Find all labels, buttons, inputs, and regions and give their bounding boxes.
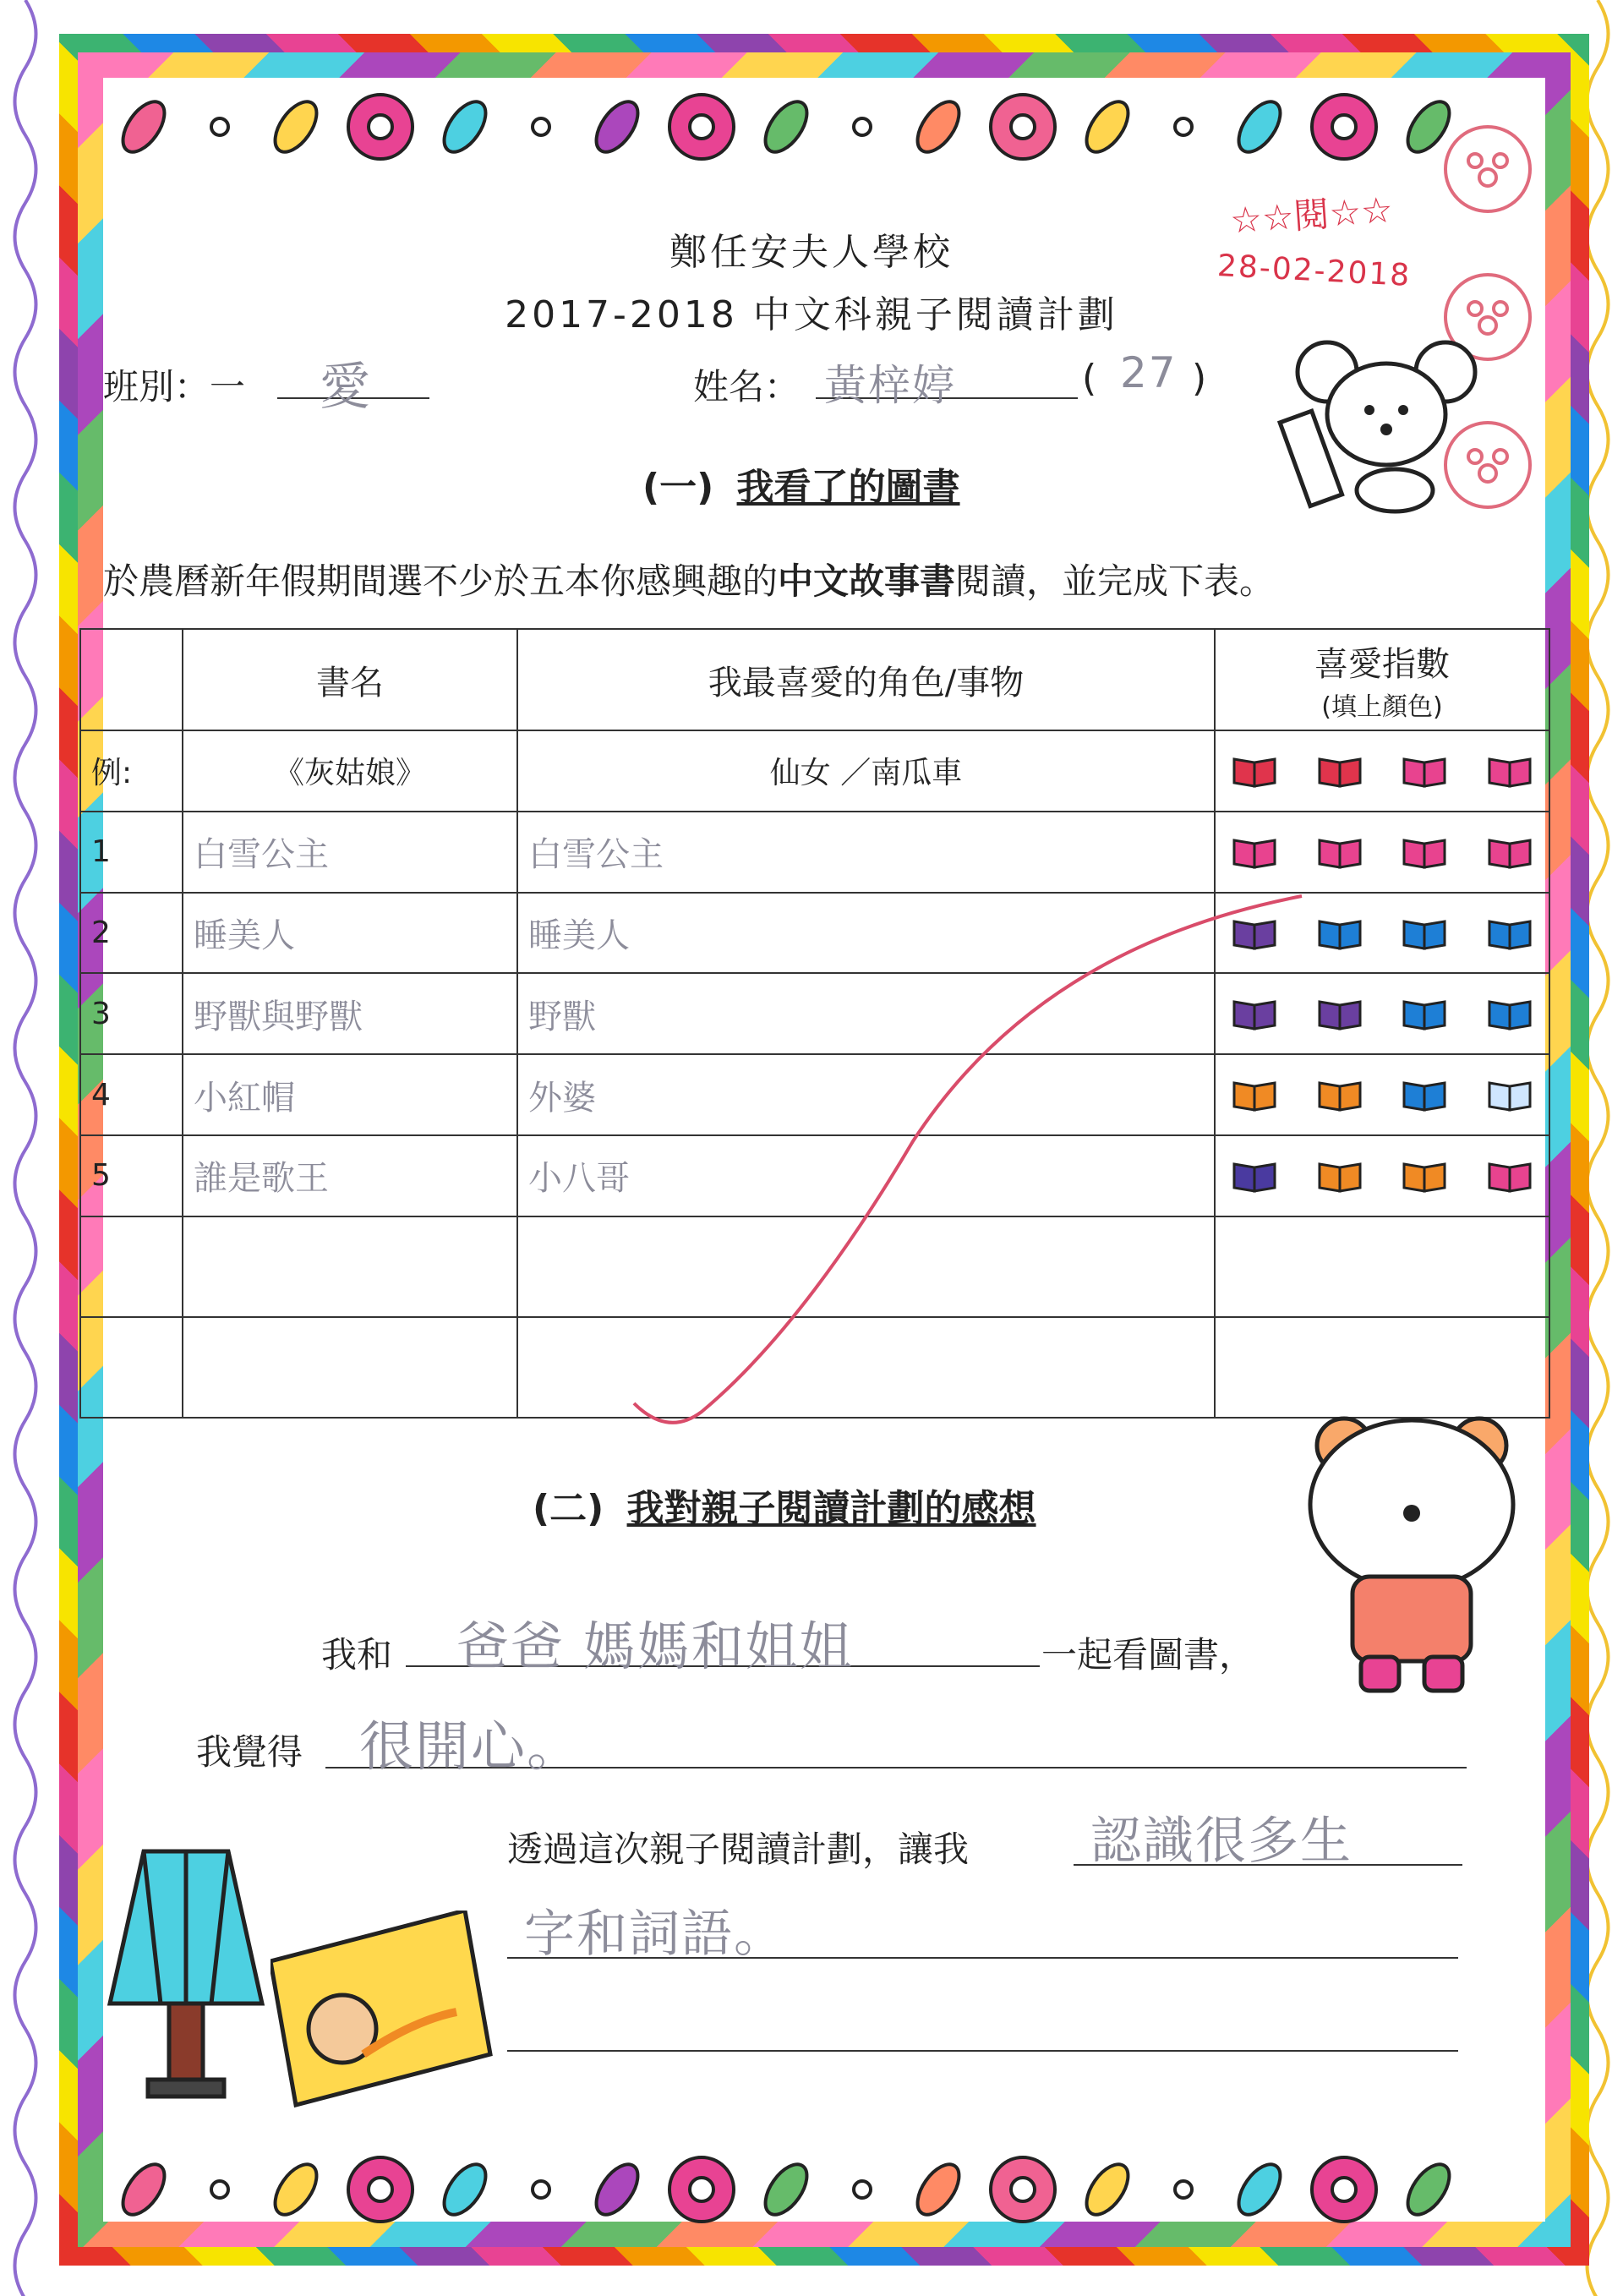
book-title-cell[interactable]: 睡美人 <box>183 893 517 974</box>
book-title-cell[interactable] <box>183 1317 517 1418</box>
picture-book-doodle-icon <box>270 1911 499 2113</box>
section2-heading <box>533 1478 1036 1532</box>
rating-cell[interactable] <box>1215 730 1549 812</box>
school-name: 鄭任安夫人學校 <box>669 231 954 274</box>
open-book-icon <box>1318 916 1362 950</box>
book-title-cell[interactable]: 野獸與野獸 <box>183 973 517 1054</box>
name-label: 姓名： <box>693 366 801 407</box>
open-book-icon <box>1488 997 1532 1030</box>
open-book-icon <box>1402 997 1446 1030</box>
teacher-tick-mark <box>626 879 1319 1437</box>
reading-stamp-label: ☆☆閱☆☆ <box>1228 189 1395 242</box>
top-flower-border <box>93 80 1530 173</box>
section1-prefix: (一) <box>642 466 714 509</box>
favorite-character-cell[interactable]: 仙女 ／南瓜車 <box>517 730 1215 812</box>
open-book-icon <box>1402 1078 1446 1112</box>
open-book-icon <box>1232 835 1276 869</box>
favorite-character-cell[interactable]: 外婆 <box>517 1054 1215 1135</box>
open-book-icon <box>1402 835 1446 869</box>
instruction-bold: 中文故事書 <box>778 560 956 602</box>
instruction-post: 閱讀，並完成下表。 <box>955 560 1276 602</box>
name-field[interactable] <box>816 355 1078 410</box>
row-number: 2 <box>80 893 183 974</box>
section1-instruction <box>103 554 1275 604</box>
through-label: 透過這次親子閱讀計劃，讓我 <box>507 1829 970 1870</box>
book-title-cell[interactable] <box>183 1216 517 1317</box>
open-book-icon <box>1318 1159 1362 1193</box>
row-number: 1 <box>80 812 183 893</box>
book-title-cell[interactable]: 小紅帽 <box>183 1054 517 1135</box>
header-score-sub: (填上顏色) <box>1321 692 1443 722</box>
left-doodle-border <box>0 0 51 2296</box>
open-book-icon <box>1318 1078 1362 1112</box>
class-number-open: ( <box>1082 357 1097 400</box>
book-title-cell[interactable]: 《灰姑娘》 <box>183 730 517 812</box>
with-value: 爸爸 媽媽和姐姐 <box>456 1615 854 1677</box>
lamp-doodle-icon <box>101 1834 270 2113</box>
through-value-2: 字和詞語。 <box>524 1905 786 1964</box>
open-book-icon <box>1318 754 1362 788</box>
open-book-icon <box>1402 754 1446 788</box>
class-value: 愛 <box>320 358 372 417</box>
class-number-value[interactable]: 27 <box>1120 348 1178 397</box>
header-number <box>80 629 183 730</box>
favorite-character-cell[interactable]: 白雪公主 <box>517 812 1215 893</box>
class-field[interactable] <box>277 355 429 417</box>
row-number <box>80 1216 183 1317</box>
open-book-icon <box>1488 754 1532 788</box>
reading-stamp-date: 28-02-2018 <box>1216 249 1413 293</box>
with-field[interactable] <box>406 1615 1040 1677</box>
book-title-cell[interactable]: 誰是歌王 <box>183 1135 517 1216</box>
class-label: 班別：一 <box>103 366 246 407</box>
open-book-icon <box>1488 1159 1532 1193</box>
name-value: 黃梓婷 <box>824 361 956 410</box>
favorite-character-cell[interactable]: 小八哥 <box>517 1135 1215 1216</box>
bear-doodle-icon <box>1285 1412 1538 1699</box>
rating-books <box>1226 754 1538 788</box>
class-number-close: ) <box>1192 357 1207 400</box>
feel-value: 很開心。 <box>359 1716 582 1779</box>
section2-prefix: (二) <box>533 1487 604 1530</box>
open-book-icon <box>1318 835 1362 869</box>
header-score-title: 喜愛指數 <box>1314 644 1450 684</box>
open-book-icon <box>1402 916 1446 950</box>
favorite-character-cell[interactable]: 睡美人 <box>517 893 1215 974</box>
feel-field[interactable] <box>325 1716 1467 1779</box>
rating-books <box>1226 835 1538 869</box>
row-number <box>80 1317 183 1418</box>
section1-heading <box>642 456 960 511</box>
open-book-icon <box>1232 754 1276 788</box>
row-number: 3 <box>80 973 183 1054</box>
open-book-icon <box>1402 1159 1446 1193</box>
feel-label: 我覺得 <box>196 1731 303 1773</box>
instruction-pre: 於農曆新年假期間選不少於五本你感興趣的 <box>103 560 779 602</box>
through-field-1[interactable] <box>1074 1812 1462 1871</box>
through-field-2[interactable] <box>507 1905 1458 1964</box>
answer-line-3[interactable] <box>507 2050 1458 2052</box>
table-header-row <box>80 629 1549 730</box>
row-number: 例: <box>80 730 183 812</box>
example-row <box>80 730 1549 812</box>
section2-title: 我對親子閱讀計劃的感想 <box>626 1487 1036 1530</box>
header-book: 書名 <box>183 629 517 730</box>
open-book-icon <box>1318 997 1362 1030</box>
open-book-icon <box>1488 835 1532 869</box>
favorite-character-cell[interactable]: 野獸 <box>517 973 1215 1054</box>
row-number: 4 <box>80 1054 183 1135</box>
open-book-icon <box>1488 916 1532 950</box>
row-number: 5 <box>80 1135 183 1216</box>
book-title-cell[interactable]: 白雪公主 <box>183 812 517 893</box>
section1-title: 我看了的圖書 <box>736 466 960 509</box>
header-score <box>1215 629 1549 730</box>
with-tail: 一起看圖書， <box>1041 1634 1255 1676</box>
open-book-icon <box>1488 1078 1532 1112</box>
plan-title: 2017-2018 中文科親子閱讀計劃 <box>505 293 1118 336</box>
mouse-with-pencil-icon <box>1276 321 1488 516</box>
with-label: 我和 <box>321 1634 393 1676</box>
header-favorite: 我最喜愛的角色/事物 <box>517 629 1215 730</box>
bottom-flower-border <box>93 2143 1530 2236</box>
through-value-1: 認識很多生 <box>1090 1812 1352 1871</box>
